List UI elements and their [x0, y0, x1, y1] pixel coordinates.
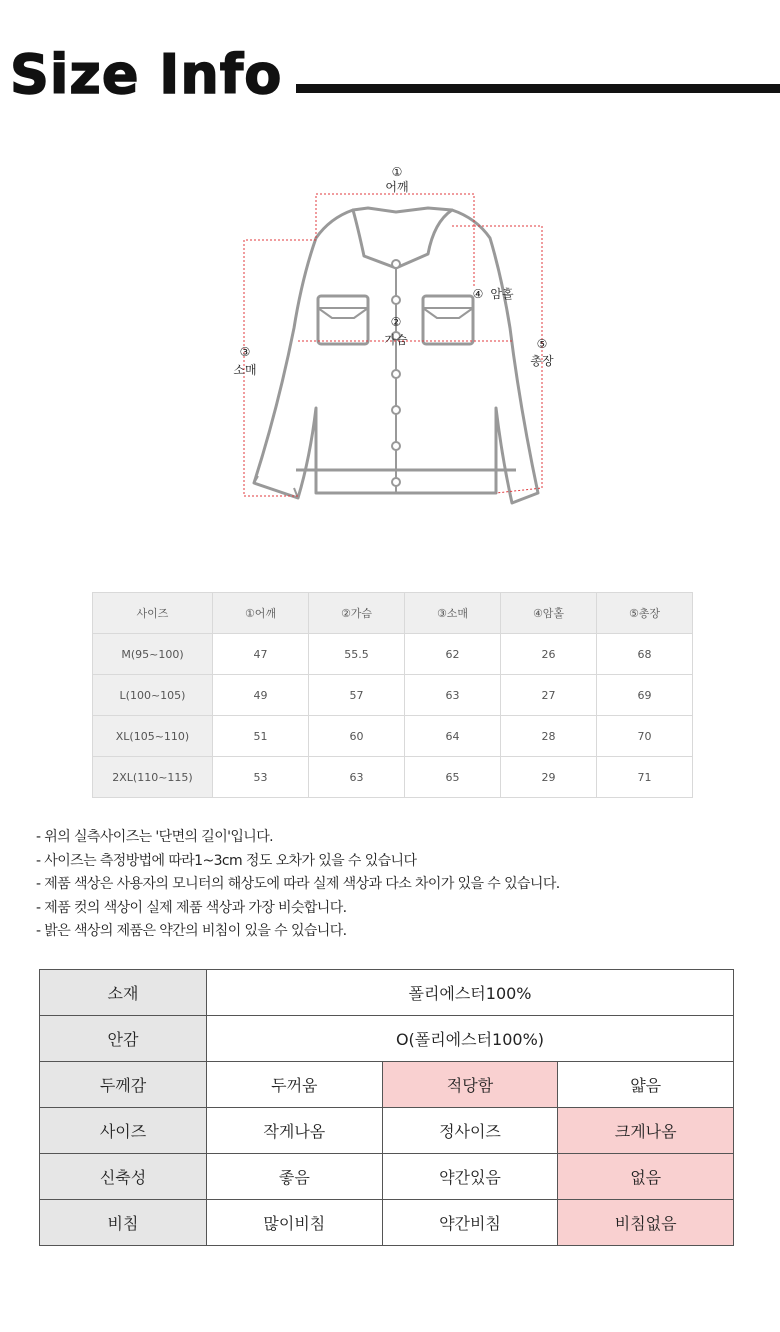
note-item: - 제품 색상은 사용자의 모니터의 해상도에 따라 실제 색상과 다소 차이가 있을 수 있습니다.: [36, 876, 560, 892]
shoulder-cell: 51: [213, 716, 309, 757]
note-item: - 밝은 색상의 제품은 약간의 비침이 있을 수 있습니다.: [36, 923, 347, 939]
fabric-label: 소재: [40, 970, 207, 1016]
size-table: [92, 592, 693, 798]
fabric-row: [40, 970, 734, 1016]
sleeve-cell: 63: [405, 675, 501, 716]
size-table-header-row: [93, 593, 693, 634]
length-cell: 71: [597, 757, 693, 798]
fit-row: [40, 1108, 734, 1154]
table-row: [93, 716, 693, 757]
armhole-cell: 27: [501, 675, 597, 716]
thickness-option: 얇음: [558, 1062, 734, 1108]
chest-cell: 57: [309, 675, 405, 716]
size-cell: M(95~100): [93, 634, 213, 675]
stretch-option: 없음: [558, 1154, 734, 1200]
size-table-header-length: ⑤총장: [597, 593, 693, 634]
sleeve-label: 소매: [233, 363, 257, 377]
page-title: Size Info: [10, 43, 283, 106]
armhole-cell: 29: [501, 757, 597, 798]
sleeve-cell: 65: [405, 757, 501, 798]
stretch-option: 약간있음: [382, 1154, 558, 1200]
shoulder-cell: 47: [213, 634, 309, 675]
jacket-outline: [254, 208, 538, 503]
size-table-header-armhole: ④암홀: [501, 593, 597, 634]
note-item: - 사이즈는 측정방법에 따라1~3cm 정도 오차가 있을 수 있습니다: [36, 852, 417, 869]
sleeve-number-label: ③: [239, 345, 251, 359]
size-cell: L(100~105): [93, 675, 213, 716]
note-item: - 위의 실측사이즈는 '단면의 길이'입니다.: [36, 829, 273, 845]
note-item: - 제품 컷의 색상이 실제 제품 색상과 가장 비슷합니다.: [36, 899, 347, 916]
thickness-row: [40, 1062, 734, 1108]
fit-option: 작게나옴: [207, 1108, 383, 1154]
sleeve-cell: 64: [405, 716, 501, 757]
shoulder-number-label: ①: [391, 165, 403, 179]
material-table: [39, 969, 734, 1246]
fit-option: 정사이즈: [382, 1108, 558, 1154]
shoulder-label: 어깨: [385, 180, 409, 194]
fit-option: 크게나옴: [558, 1108, 734, 1154]
size-table-header-sleeve: ③소매: [405, 593, 501, 634]
sleeve-cell: 62: [405, 634, 501, 675]
length-number-label: ⑤: [536, 337, 548, 351]
notes-list: [36, 826, 560, 944]
thickness-option: 적당함: [382, 1062, 558, 1108]
table-row: [93, 634, 693, 675]
lining-value: O(폴리에스터100%): [207, 1016, 734, 1062]
lining-row: [40, 1016, 734, 1062]
fabric-value: 폴리에스터100%: [207, 970, 734, 1016]
armhole-cell: 28: [501, 716, 597, 757]
chest-number-label: ②: [390, 315, 402, 329]
thickness-option: 두꺼움: [207, 1062, 383, 1108]
sheerness-label: 비침: [40, 1200, 207, 1246]
sheerness-row: [40, 1200, 734, 1246]
jacket-illustration: [220, 158, 570, 528]
armhole-label: 암홀: [490, 287, 514, 301]
chest-cell: 60: [309, 716, 405, 757]
lining-label: 안감: [40, 1016, 207, 1062]
stretch-label: 신축성: [40, 1154, 207, 1200]
jacket-measurement-diagram: [220, 158, 570, 528]
size-table-header-size: 사이즈: [93, 593, 213, 634]
length-cell: 69: [597, 675, 693, 716]
size-table-header-shoulder: ①어깨: [213, 593, 309, 634]
chest-cell: 63: [309, 757, 405, 798]
fit-label: 사이즈: [40, 1108, 207, 1154]
sheerness-option: 많이비침: [207, 1200, 383, 1246]
length-cell: 70: [597, 716, 693, 757]
size-cell: 2XL(110~115): [93, 757, 213, 798]
sheerness-option: 약간비침: [382, 1200, 558, 1246]
stretch-option: 좋음: [207, 1154, 383, 1200]
size-cell: XL(105~110): [93, 716, 213, 757]
size-table-header-chest: ②가슴: [309, 593, 405, 634]
armhole-number-label: ④: [472, 287, 484, 301]
chest-cell: 55.5: [309, 634, 405, 675]
table-row: [93, 675, 693, 716]
sheerness-option: 비침없음: [558, 1200, 734, 1246]
title-rule: [296, 84, 780, 93]
thickness-label: 두께감: [40, 1062, 207, 1108]
length-label: 총장: [530, 354, 554, 368]
armhole-cell: 26: [501, 634, 597, 675]
stretch-row: [40, 1154, 734, 1200]
length-cell: 68: [597, 634, 693, 675]
shoulder-cell: 49: [213, 675, 309, 716]
table-row: [93, 757, 693, 798]
chest-label: 가슴: [384, 333, 408, 347]
shoulder-cell: 53: [213, 757, 309, 798]
